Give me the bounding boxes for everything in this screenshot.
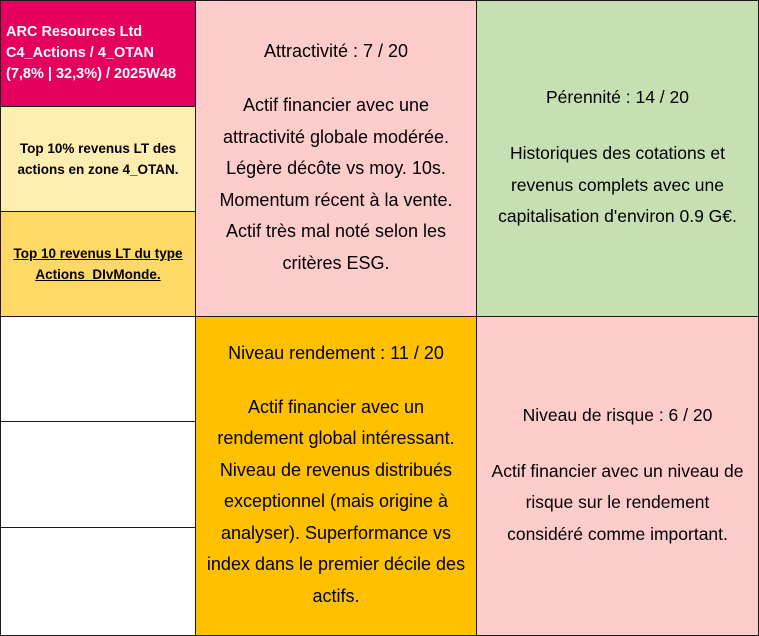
asset-name: ARC Resources Ltd [6,24,143,40]
attractivite-description: Actif financier avec une attractivité globale modérée. Légère décôte vs moy. 10s. Momentum récent à la vente. Actif très mal noté selon les critères ESG. [219,95,453,273]
rendement-score: Niveau rendement : 11 / 20 [228,342,444,363]
rendement-description: Actif financier avec un rendement global intéressant. Niveau de revenus distribués exceptionnel (mais origine à analyser). Superformance vs index dans le premier décile des actifs. [206,396,466,606]
risque-block [476,316,759,636]
risque-score: Niveau de risque : 6 / 20 [522,404,713,425]
asset-title-cell [0,0,196,107]
perennite-block [476,0,759,317]
perennite-description: Historiques des cotations et revenus complets avec une capitalisation d'environ 0.9 G€. [498,143,737,227]
asset-category: C4_Actions / 4_OTAN [6,45,154,61]
top-type-badge [0,211,196,317]
rendement-block [195,316,477,636]
top-zone-label: Top 10% revenus LT des actions en zone 4_OTAN. [17,141,179,177]
asset-yield-period: (7,8% | 32,3%) / 2025W48 [6,66,177,82]
empty-cell [0,316,196,422]
attractivite-score: Attractivité : 7 / 20 [263,41,409,61]
perennite-score: Pérennité : 14 / 20 [545,87,690,108]
top-type-label: Top 10 revenus LT du type Actions_DIvMonde. [13,246,183,282]
empty-cell [0,421,196,528]
attractivite-block [195,0,477,317]
risque-description: Actif financier avec un niveau de risque sur le rendement considéré comme important. [491,460,744,544]
top-zone-badge [0,106,196,212]
empty-cell [0,527,196,636]
